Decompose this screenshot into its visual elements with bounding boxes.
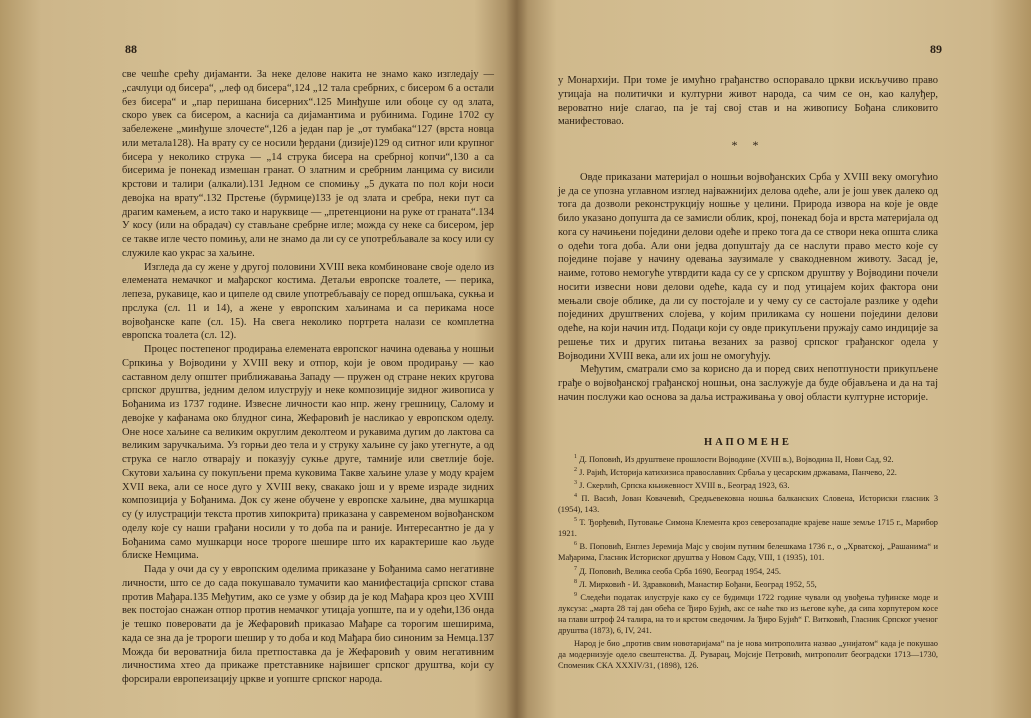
footnote <box>558 539 938 563</box>
footnote-number: 4 <box>574 493 577 499</box>
footnote-text: Ј. Рајић, Историја катихизиса православних Србаља у цесарским државама, Панчево, 22. <box>579 467 897 477</box>
footnote-number: 6 <box>574 541 577 548</box>
footnote <box>558 564 938 577</box>
footnote-text: П. Васић, Јован Ковачевић, Средњевековна ношња балканских Словена, Историски гласник 3 (1954), 143. <box>558 493 939 514</box>
page-number: 89 <box>930 42 942 56</box>
footnote <box>558 478 938 491</box>
footnote-number: 7 <box>574 565 577 572</box>
footnote-text: Л. Мирковић - И. Здравковић, Манастир Бођани, Београд 1952, 55, <box>579 579 817 589</box>
footnote-text: Д. Поповић, Велика сеоба Срба 1690, Београд 1954, 245. <box>579 566 782 576</box>
paragraph: Пада у очи да су у европским оделима приказане у Бођанима само негативне личности, што се до сада покушавало тумачити као манифестација српског става против Мађара.135 Међутим, ако се узме у обзир да је код Мађара кроз цео XVIII век постојао снажан отпор против немачког утицаја уопште, па и у одећи,136 онда је тешко поверовати да је Жефаровић приказао Мађаре са торогим шеширима, када се зна да је тророги шешир у то доба и код Мађара био синоним за Немца.137 Можда би вероватнија била претпоставка да је Жефаровић у овим негативним личностима хтео да прикаже претставнике највишег српског друштва, који су форсирали европеизацију црквe и уопште српског народа. <box>122 564 494 685</box>
paragraph: све чешће срећу дијаманти. За неке делове накита не знамо како изгледају — „сачлуци од бисера“, „леф од бисера“,124 „12 тала сребрних, с бисером 6 а остали без бисера“ и „пар перишана бисерних“.125 Минђуше или обоце су од злата, скоро увек са бисером, а каснија са дијамантима и рубинима. Године 1702 су забележене „минђуше злочесте“,126 а један пар је „от тумбака“127 (врста новца или метала128). На врату су се носили ђердани (дизије)129 од ситног или крупног бисера у неколико струка — „14 струка бисера на сребрној копчи“,130 а са бисерима је понекад измешан гранат. О златним и сребрним ланцима су висили крстови и талири (алкали).131 Једном се спомињу „5 дуката по пол који носи девојка на врату“.132 Прстење (бурмице)133 је од злата и сребра, неки пут са драгим камењем, а исто тако и наруквице — „претенциони на руке от граната“.134 У косу (или на обрадач) су стављане сребрне игле; можда су неке са бисером, јер се такве игле често помињу, али не знамо да ли су се употребљавале за косу или су служиле као украс за хаљине. <box>122 69 494 259</box>
footnote-text: Т. Ђорђевић, Путовање Симона Клемента кроз северозападне крајеве наше земље 1715 г., Марибор 1921. <box>558 518 938 539</box>
notes-heading: НАПОМЕНЕ <box>704 437 792 448</box>
left-page-body <box>122 68 494 687</box>
footnote-number: 5 <box>574 517 577 524</box>
paragraph: Овде приказани материјал о ношњи војвођанских Срба у XVIII веку омогућио је да се упозна углавном изглед најважнијих делова одеће, али је још увек далеко од тога да дозволи реконструкцију ношње у целини. Природа извора на које је овде било указано допушта да се замисли облик, крој, понекад боја и врста материјала од кога су начињени поједини делови одеће и преко тога да се створи нека општа слика о одећи тога доба. Али они једва допуштају да се наслути право место које су поједине појаве у начину одевања заузимале у свакодневном животу. Засад је, наиме, готово немогуће утврдити када су се у српском друштву у Војводини почели носити извесни нови делови одеће, када су и под утицајем којих фактора они мењали своје облике, да ли су постојале и у чему су се састојале разлике у одећи појединих друштвених слојева, у којим приликама су ношени поједини делови одеће, на који начин итд. Подаци који су овде прикупљени пружају само индиције за решење тих и других питања везаних за развој српског грађанског одела у Војводини XVIII века, али их још не омогућују. <box>558 171 938 362</box>
footnote <box>558 452 938 465</box>
paragraph: у Монархији. При томе је имућно грађанство оспоравало цркви искључиво право утицаја на политички и културни живот народа, са чим се он, као калуђер, вероватно није слагао, па је тај свој став и на живопису Бођана сликовито манифестовао. <box>558 75 938 128</box>
footnote <box>558 465 938 478</box>
paragraph: Изгледа да су жене у другој половини XVIII века комбиноване своје одело из елемената немачког и мађарског костима. Детаљи европске тоалете, — перика, лепеза, рукавице, као и ципеле од свиле употребљавају се поред опшљака, сукња и прслука (сл. 11 и 14), а жене у европским хаљинама и са перикама носе војвођанске капе (сл. 15). На свега неколико портрета налази се комплетна европска тоалета (сл. 12). <box>122 261 494 342</box>
footnote <box>558 491 938 515</box>
paragraph: Међутим, сматрали смо за корисно да и поред свих непотпуности прикупљене грађе о војвођанској грађанској ношњи, она заслужује да буде објављена и да на тај начин послужи као основа за даља истраживања у овој области културне историје. <box>558 364 938 403</box>
footnote-number: 8 <box>574 578 577 585</box>
notes-list <box>558 452 938 672</box>
footnote-number: 2 <box>574 467 577 473</box>
footnote-number: 1 <box>574 454 577 460</box>
footnote <box>558 577 938 590</box>
left-page <box>0 0 515 718</box>
paragraph: Процес постепеног продирања елемената европског начина одевања у ношњи Српкиња у Војводини у XVIII веку и отпор, који је овом продирању — као саставном делу општег приближавања Западу — пружен од стране неких кругова српског друштва, једним делом илуструју и неке композиције зидног живописа у Бођанима из 1737 године. Извесне личности као нпр. жену грешницу, Салому и девојке у кафанама око блудног сина, Жефаровић је насликао у европском оделу. Оне носе хаљине са великим округлим деколтеом и рукавима дугим до лактова са великим заручкаљима. Уз горњи део тела и у струку хаљине су јако утегнуте, а од струка се нагло отварају и показују сукње друге, тамније или светлије боје. Скутови хаљина су покупљени према куковима Такве хаљине улазе у моду крајем XVII века, али се носе дуго у XVIII веку, свакако још и у време израде зидних композиција у Бођанима. Док су жене обучене у европске хаљине, два мушкарца су (у илустрацији текста против хипокрита) приказана у савременом војвођанском оделу које су наши грађани носили у то доба па и раније. Интересантно је да у Бођанима само мушкарци носе тророге шешире што их карактерише као људе блиске Немцима. <box>122 344 494 562</box>
right-page <box>516 0 1031 718</box>
footnote-text: Ј. Скерлић, Српска књижевност XVIII в., Београд 1923, 63. <box>579 480 790 490</box>
footnote <box>558 590 938 637</box>
footnote-text: Д. Поповић, Из друштвене прошлости Војводине (XVIII в.), Војводина II, Нови Сад, 92. <box>579 454 894 464</box>
footnote-number: 9 <box>574 591 577 598</box>
footnote-text: Народ је био „против свим новотаријама“ па је нова митрополита назвао „унијатом“ када је покушао да модернизује одело свештенства. Д. Руварац, Мојсије Петровић, митрополит београдски 1713—1730, Споменик СКА XXXIV/31, (1898), 126. <box>558 639 938 671</box>
footnote-text: В. Поповић, Енглез Јеремија Мајс у својим путним белешкама 1736 г., о „Хрватској, „Рашанима“ и Мађарима, Гласник Историског друштва у Новом Саду, VIII, 1 (1935), 101. <box>558 542 939 563</box>
footnote-text: Следећи податак илуструје како су се будимци 1722 године чували од увођења туђинске моде и луксуза: „марта 28 тај дан обећа се Ђиро Бујић, акс се наће тко из његове куће, да сипа хорпутером косе на глави штроф 24 талира, на то и крстом сведочим. Ја Ђиро Бујић“ Г. Витковић, Гласник Српског ученог друштва (1873), 6, IV, 241. <box>558 592 938 636</box>
footnote <box>558 515 938 539</box>
page-number: 88 <box>125 42 137 56</box>
footnote <box>558 636 938 671</box>
right-page-body <box>558 74 938 405</box>
footnote-number: 3 <box>574 480 577 486</box>
section-separator: * * <box>731 138 765 152</box>
